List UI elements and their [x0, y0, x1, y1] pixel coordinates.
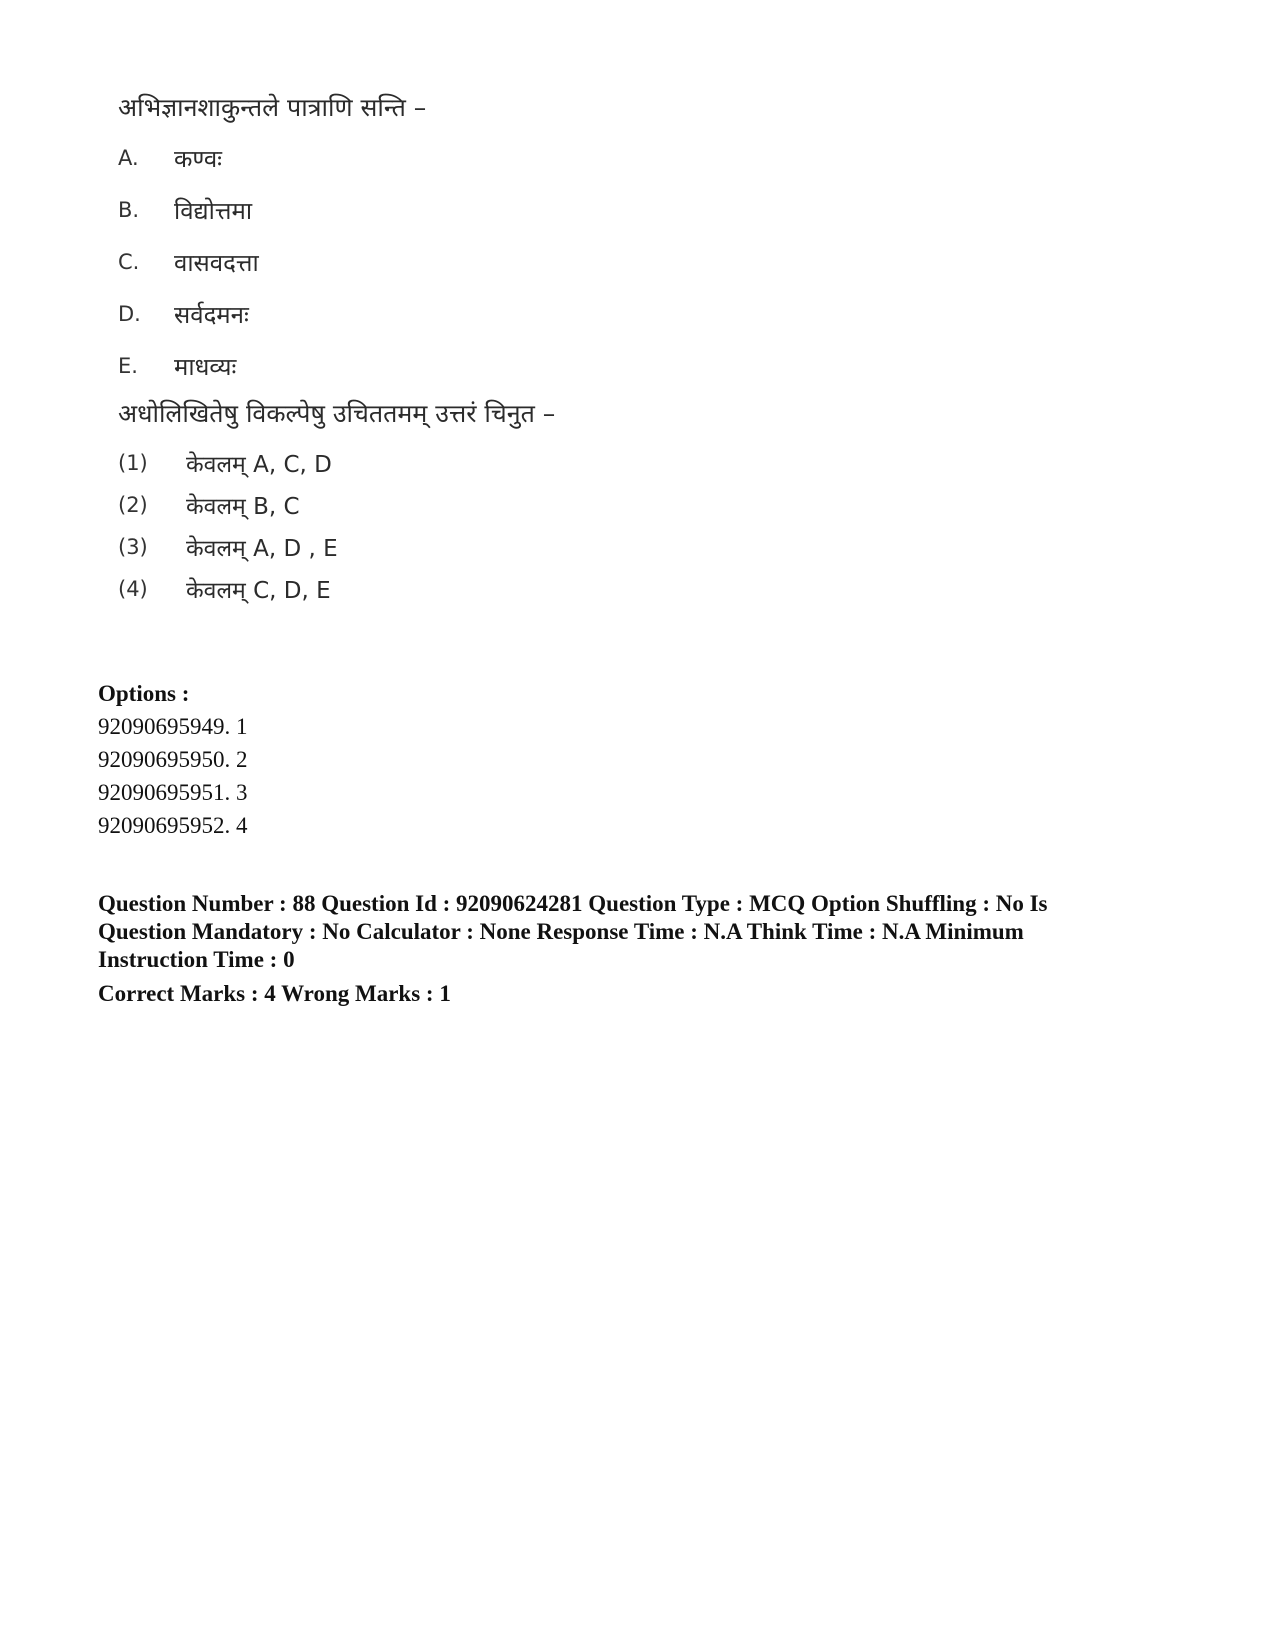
statement-text: सर्वदमनः [174, 300, 249, 329]
choice-number: (3) [118, 535, 148, 559]
statement-key: A. [118, 146, 139, 170]
options-section [98, 677, 248, 842]
question-image [118, 88, 638, 610]
statement-key: B. [118, 198, 140, 222]
statement-key: C. [118, 250, 140, 274]
question-details: Question Number : 88 Question Id : 92090624281 Question Type : MCQ Option Shuffling : No Is Question Mandatory : No Calculator : None Response Time : N.A Think Time : N.A Minimum Instruction Time : 0 [98, 891, 1048, 972]
statement-text: कण्वः [174, 144, 223, 173]
question-metadata [98, 890, 1138, 1008]
choice-text: केवलम् A, D , E [186, 536, 338, 562]
answer-choice-4 [118, 568, 638, 610]
choice-text: केवलम् B, C [186, 494, 300, 520]
choice-number: (4) [118, 577, 148, 601]
statement-e [118, 340, 638, 392]
option-item: 92090695952. 4 [98, 813, 248, 838]
question-instruction: अधोलिखितेषु विकल्पेषु उचिततमम् उत्तरं चिनुत – [118, 399, 556, 428]
answer-choice-2 [118, 484, 638, 526]
statement-text: विद्योत्तमा [174, 196, 253, 225]
option-item: 92090695950. 2 [98, 747, 248, 772]
statement-key: D. [118, 302, 141, 326]
statement-c [118, 236, 638, 288]
statement-b [118, 184, 638, 236]
statement-text: वासवदत्ता [174, 248, 259, 277]
statement-a [118, 132, 638, 184]
answer-choice-3 [118, 526, 638, 568]
choice-number: (1) [118, 451, 148, 475]
question-stem: अभिज्ञानशाकुन्तले पात्राणि सन्ति – [118, 93, 427, 122]
option-item: 92090695949. 1 [98, 714, 248, 739]
statement-d [118, 288, 638, 340]
choice-text: केवलम् C, D, E [186, 578, 331, 604]
choice-number: (2) [118, 493, 148, 517]
options-heading: Options : [98, 681, 190, 706]
choice-text: केवलम् A, C, D [186, 452, 332, 478]
statement-text: माधव्यः [174, 352, 237, 381]
marks-info: Correct Marks : 4 Wrong Marks : 1 [98, 981, 451, 1006]
answer-choice-1 [118, 442, 638, 484]
statement-key: E. [118, 354, 138, 378]
option-item: 92090695951. 3 [98, 780, 248, 805]
